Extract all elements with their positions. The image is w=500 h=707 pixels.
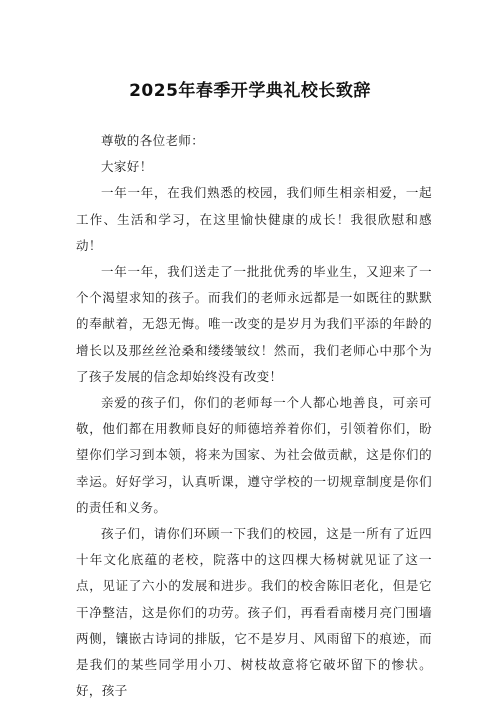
- body-paragraph: 孩子们，请你们环顾一下我们的校园，这是一所有了近四十年文化底蕴的老校，院落中的这四棵大杨树就见证了这一点，见证了六小的发展和进步。我们的校舍陈旧老化，但是它干净整洁，这是你们的功劳。孩子们，再看看南楼月亮门围墙两侧，镶嵌古诗词的排版，它不是岁月、风雨留下的痕迹，而是我们的某些同学用小刀、树枝故意将它破坏留下的惨状。好，孩子: [76, 526, 432, 699]
- greeting-line: 大家好！: [101, 159, 153, 175]
- body-paragraph: 一年一年，我们送走了一批批优秀的毕业生，又迎来了一个个渴望求知的孩子。而我们的老师永远都是一如既往的默默的奉献着，无怨无悔。唯一改变的是岁月为我们平添的年龄的增长以及那丝丝沧桑和缕缕皱纹！然而，我们老师心中那个为了孩子发展的信念却始终没有改变！: [76, 264, 432, 384]
- document-title: 2025年春季开学典礼校长致辞: [129, 81, 371, 101]
- body-paragraph: 亲爱的孩子们，你们的老师每一个人都心地善良，可亲可敬，他们都在用教师良好的师德培养着你们，引领着你们，盼望你们学习到本领，将来为国家、为社会做贡献，这是你们的幸运。好好学习，认真听课，遵守学校的一切规章制度是你们的责任和义务。: [76, 395, 432, 515]
- salutation-line: 尊敬的各位老师：: [101, 133, 205, 148]
- body-paragraph: 一年一年，在我们熟悉的校园，我们师生相亲相爱，一起工作、生活和学习，在这里愉快健康的成长！我很欣慰和感动！: [76, 185, 432, 253]
- document-body: [76, 128, 432, 704]
